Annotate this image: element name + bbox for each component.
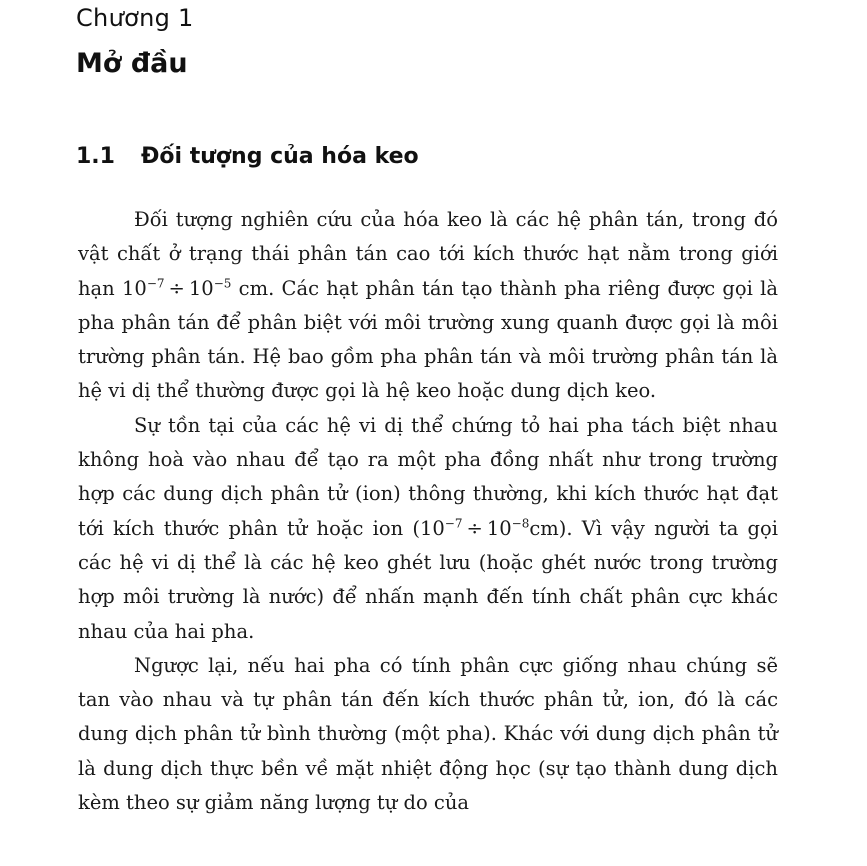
paragraph-2-text-a: Sự tồn tại của các hệ vi dị thể chứng tỏ hai pha tách biệt nhau không hoà vào nhau để tạo ra một pha đồng nhất như trong trường hợp các dung dịch phân tử (ion) thông thường, khi kích thước hạt đạt tới kích thước phân tử hoặc ion (: [78, 413, 778, 540]
section-title: Đối tượng của hóa keo: [140, 144, 419, 169]
paragraph-3: Ngược lại, nếu hai pha có tính phân cực giống nhau chúng sẽ tan vào nhau và tự phân tán đến kích thước phân tử, ion, đó là các dung dịch phân tử bình thường (một pha). Khác với dung dịch phân tử là dung dịch thực bền về mặt nhiệt động học (sự tạo thành dung dịch kèm theo sự giảm năng lượng tự do của: [78, 653, 778, 815]
body-text: [78, 203, 778, 820]
exponent: −7: [146, 276, 165, 291]
paragraph-2: [78, 409, 778, 649]
exponent: −8: [511, 516, 530, 531]
section-heading: [76, 144, 419, 169]
range-expression-1: [122, 277, 231, 300]
exponent: −5: [213, 276, 232, 291]
power-base: 10: [486, 516, 512, 540]
chapter-label: Chương 1: [76, 4, 194, 32]
exponent: −7: [444, 516, 463, 531]
power-base: 10: [188, 276, 214, 300]
range-separator: ÷: [466, 516, 483, 540]
chapter-title: Mở đầu: [76, 48, 188, 79]
paragraph-1: [78, 203, 778, 409]
paragraph-1-text-b: cm. Các hạt phân tán tạo thành pha riêng được gọi là pha phân tán để phân biệt với môi trường xung quanh được gọi là môi trường phân tán. Hệ bao gồm pha phân tán và môi trường phân tán là hệ vi dị thể thường được gọi là hệ keo hoặc dung dịch keo.: [78, 276, 778, 403]
paragraph-2-text-b: cm). Vì vậy người ta gọi các hệ vi dị thể là các hệ keo ghét lưu (hoặc ghét nước trong trường hợp môi trường là nước) để nhấn mạnh đến tính chất phân cực khác nhau của hai pha.: [78, 516, 779, 643]
range-separator: ÷: [168, 276, 185, 300]
power-base: 10: [122, 276, 147, 300]
paragraph-1-text-a: Đối tượng nghiên cứu của hóa keo là các hệ phân tán, trong đó vật chất ở trạng thái phân tán cao tới kích thước hạt nằm trong giới hạn: [78, 208, 778, 300]
range-expression-2: [420, 517, 529, 540]
section-number: 1.1: [76, 144, 115, 169]
power-base: 10: [419, 516, 445, 540]
